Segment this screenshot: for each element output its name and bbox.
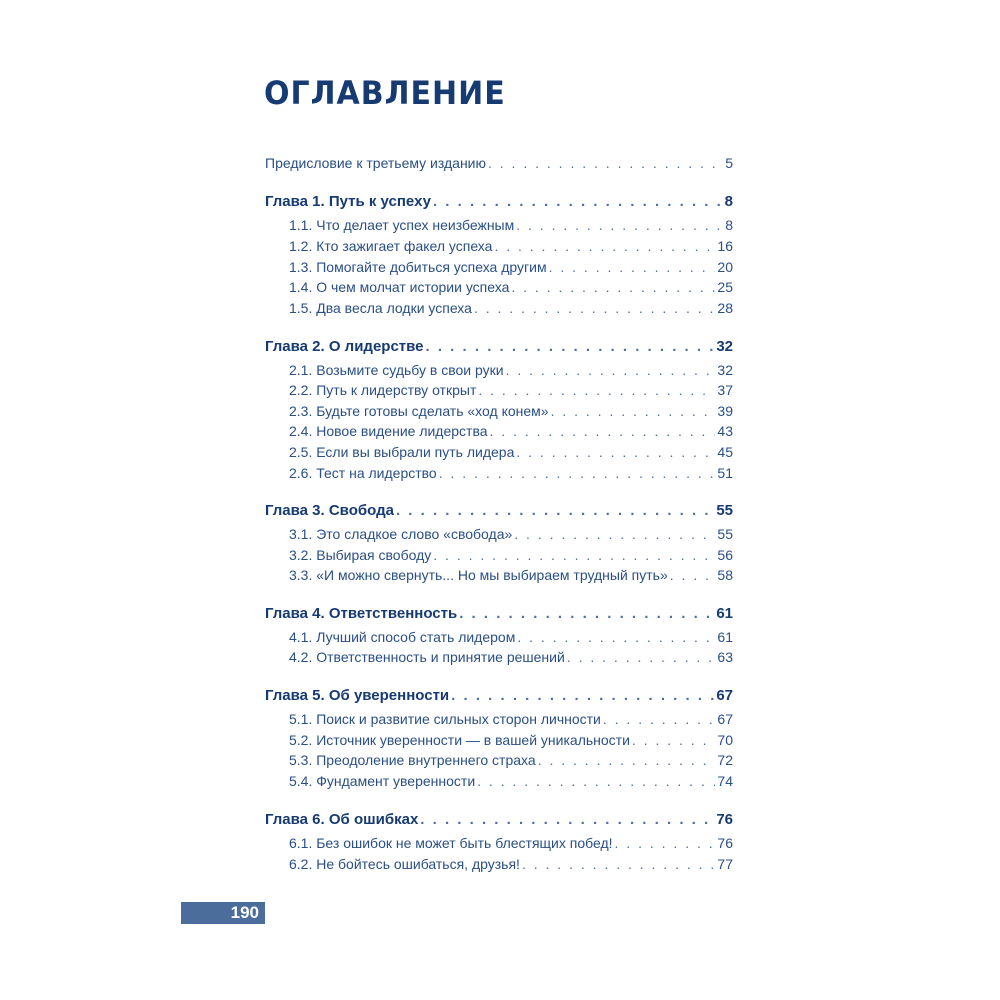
- chapter-page: 61: [716, 605, 733, 622]
- toc-entry-preface[interactable]: [265, 154, 733, 172]
- dot-leader: [514, 525, 715, 543]
- dot-leader: [632, 731, 716, 749]
- section-page: 63: [717, 649, 733, 665]
- chapter-label: Глава 2. О лидерстве: [265, 338, 424, 355]
- dot-leader: [451, 687, 714, 705]
- toc-section[interactable]: [289, 834, 733, 852]
- dot-leader: [459, 605, 714, 623]
- section-page: 20: [717, 259, 733, 275]
- toc-chapter-1[interactable]: [265, 193, 733, 211]
- chapter-label: Глава 3. Свобода: [265, 502, 394, 519]
- section-label: 3.3. «И можно свернуть... Но мы выбираем трудный путь»: [289, 567, 668, 583]
- dot-leader: [420, 811, 714, 829]
- section-page: 32: [717, 362, 733, 378]
- toc-chapter-5[interactable]: [265, 687, 733, 705]
- section-label: 2.2. Путь к лидерству открыт: [289, 382, 477, 398]
- section-page: 43: [717, 423, 733, 439]
- chapter-page: 67: [716, 687, 733, 704]
- dot-leader: [517, 628, 715, 646]
- dot-leader: [551, 402, 716, 420]
- dot-leader: [506, 361, 716, 379]
- section-page: 28: [717, 300, 733, 316]
- dot-leader: [670, 566, 716, 584]
- toc-section[interactable]: [289, 731, 733, 749]
- chapter-page: 76: [716, 811, 733, 828]
- dot-leader: [433, 193, 723, 211]
- toc-section[interactable]: [289, 258, 733, 276]
- toc-section[interactable]: [289, 546, 733, 564]
- dot-leader: [549, 258, 716, 276]
- toc-section[interactable]: [289, 402, 733, 420]
- toc-section[interactable]: [289, 422, 733, 440]
- section-page: 67: [717, 711, 733, 727]
- section-page: 58: [717, 567, 733, 583]
- page-number-badge: 190: [181, 902, 265, 924]
- toc-section[interactable]: [289, 525, 733, 543]
- section-page: 51: [717, 465, 733, 481]
- section-label: 5.1. Поиск и развитие сильных сторон личности: [289, 711, 601, 727]
- dot-leader: [511, 278, 715, 296]
- toc-section[interactable]: [289, 381, 733, 399]
- section-label: 6.2. Не бойтесь ошибаться, друзья!: [289, 856, 520, 872]
- section-label: 1.3. Помогайте добиться успеха другим: [289, 259, 547, 275]
- dot-leader: [516, 216, 723, 234]
- section-page: 37: [717, 382, 733, 398]
- dot-leader: [567, 648, 716, 666]
- section-page: 16: [717, 238, 733, 254]
- section-label: 1.1. Что делает успех неизбежным: [289, 217, 515, 233]
- section-label: 1.2. Кто зажигает факел успеха: [289, 238, 493, 254]
- section-label: 5.4. Фундамент уверенности: [289, 773, 476, 789]
- section-page: 55: [717, 526, 733, 542]
- section-label: 2.5. Если вы выбрали путь лидера: [289, 444, 515, 460]
- dot-leader: [488, 154, 723, 172]
- dot-leader: [494, 237, 715, 255]
- chapter-page: 55: [716, 502, 733, 519]
- toc-section[interactable]: [289, 855, 733, 873]
- section-page: 8: [725, 217, 733, 233]
- toc-section[interactable]: [289, 628, 733, 646]
- toc-chapter-6[interactable]: [265, 811, 733, 829]
- section-label: 6.1. Без ошибок не может быть блестящих побед!: [289, 835, 613, 851]
- section-page: 61: [717, 629, 733, 645]
- chapter-label: Глава 5. Об уверенности: [265, 687, 450, 704]
- section-label: 1.4. О чем молчат истории успеха: [289, 279, 510, 295]
- section-label: 1.5. Два весла лодки успеха: [289, 300, 472, 316]
- section-page: 45: [717, 444, 733, 460]
- dot-leader: [477, 772, 715, 790]
- section-page: 25: [717, 279, 733, 295]
- toc-section[interactable]: [289, 443, 733, 461]
- section-page: 56: [717, 547, 733, 563]
- section-label: 2.4. Новое видение лидерства: [289, 423, 488, 439]
- section-page: 77: [717, 856, 733, 872]
- dot-leader: [426, 338, 715, 356]
- section-page: 74: [717, 773, 733, 789]
- dot-leader: [490, 422, 716, 440]
- toc-section[interactable]: [289, 751, 733, 769]
- section-label: 2.1. Возьмите судьбу в свои руки: [289, 362, 504, 378]
- toc-section[interactable]: [289, 299, 733, 317]
- dot-leader: [615, 834, 716, 852]
- page-title: ОГЛАВЛЕНИЕ: [264, 74, 506, 113]
- section-label: 3.2. Выбирая свободу: [289, 547, 432, 563]
- section-label: 5.3. Преодоление внутреннего страха: [289, 752, 536, 768]
- toc-chapter-2[interactable]: [265, 338, 733, 356]
- toc-chapter-4[interactable]: [265, 605, 733, 623]
- dot-leader: [474, 299, 715, 317]
- dot-leader: [538, 751, 716, 769]
- dot-leader: [603, 710, 716, 728]
- section-label: 2.3. Будьте готовы сделать «ход конем»: [289, 403, 549, 419]
- toc-section[interactable]: [289, 648, 733, 666]
- chapter-label: Глава 4. Ответственность: [265, 605, 458, 622]
- section-page: 39: [717, 403, 733, 419]
- toc-section[interactable]: [289, 710, 733, 728]
- toc-entry-page: 5: [725, 155, 733, 171]
- toc-section[interactable]: [289, 464, 733, 482]
- toc-section[interactable]: [289, 237, 733, 255]
- dot-leader: [478, 381, 715, 399]
- section-label: 2.6. Тест на лидерство: [289, 465, 437, 481]
- toc-section[interactable]: [289, 361, 733, 379]
- toc-chapter-3[interactable]: [265, 502, 733, 520]
- section-label: 5.2. Источник уверенности — в вашей уникальности: [289, 732, 630, 748]
- section-page: 76: [717, 835, 733, 851]
- dot-leader: [433, 546, 715, 564]
- toc-section[interactable]: [289, 772, 733, 790]
- chapter-label: Глава 1. Путь к успеху: [265, 193, 431, 210]
- toc-entry-label: Предисловие к третьему изданию: [265, 155, 486, 171]
- section-page: 70: [717, 732, 733, 748]
- toc-section[interactable]: [289, 278, 733, 296]
- dot-leader: [516, 443, 715, 461]
- section-label: 4.1. Лучший способ стать лидером: [289, 629, 516, 645]
- toc-section[interactable]: [289, 216, 733, 234]
- dot-leader: [396, 502, 714, 520]
- section-label: 3.1. Это сладкое слово «свобода»: [289, 526, 513, 542]
- toc-section[interactable]: [289, 566, 733, 584]
- dot-leader: [439, 464, 716, 482]
- chapter-page: 8: [724, 193, 733, 210]
- chapter-page: 32: [716, 338, 733, 355]
- dot-leader: [522, 855, 715, 873]
- section-page: 72: [717, 752, 733, 768]
- section-label: 4.2. Ответственность и принятие решений: [289, 649, 565, 665]
- chapter-label: Глава 6. Об ошибках: [265, 811, 419, 828]
